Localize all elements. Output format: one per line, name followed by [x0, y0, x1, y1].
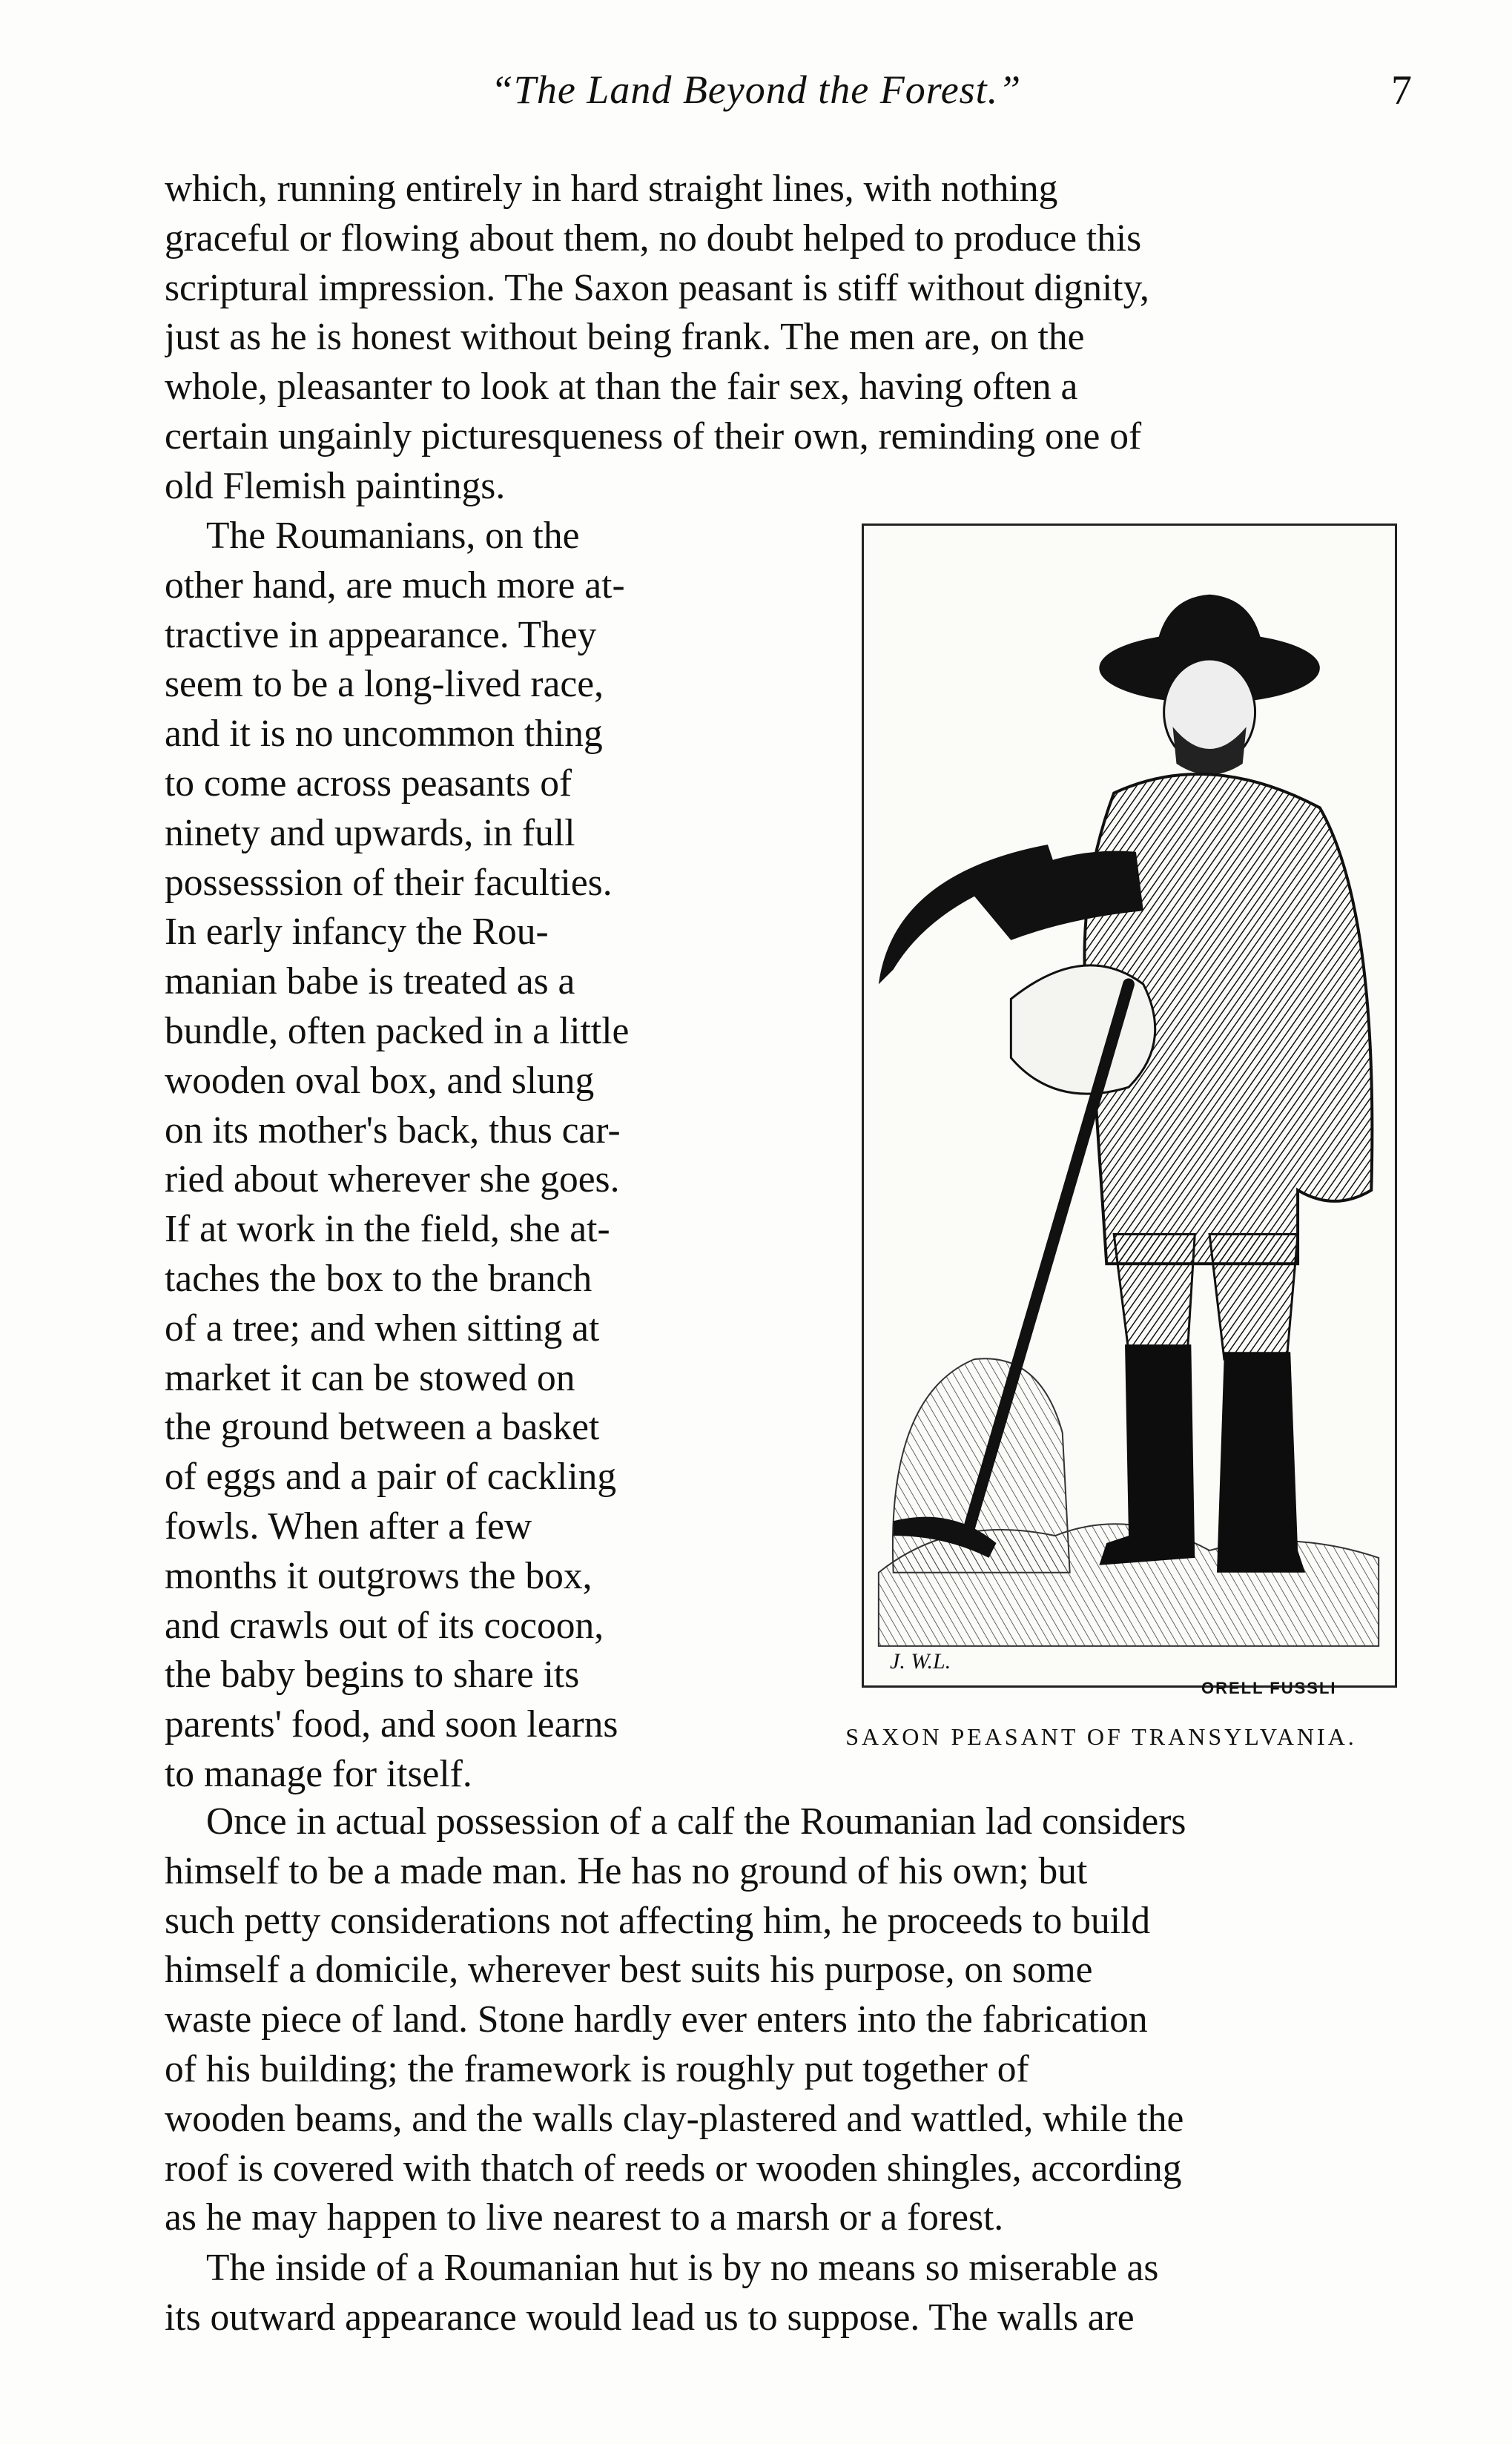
paragraph-2 — [165, 512, 728, 1800]
text-line: ried about wherever she goes. — [165, 1158, 620, 1201]
text-line: parents' food, and soon learns — [165, 1703, 618, 1746]
text-line: and crawls out of its cocoon, — [165, 1604, 604, 1647]
text-line: roof is covered with thatch of reeds or wooden shingles, according — [165, 2147, 1182, 2190]
text-line: as he may happen to live nearest to a marsh or a forest. — [165, 2196, 1004, 2239]
text-line: whole, pleasanter to look at than the fair sex, having often a — [165, 366, 1078, 409]
text-line: seem to be a long-lived race, — [165, 663, 604, 706]
text-line: graceful or flowing about them, no doubt helped to produce this — [165, 217, 1142, 260]
text-line: wooden oval box, and slung — [165, 1059, 595, 1102]
text-line: old Flemish paintings. — [165, 464, 506, 507]
text-line: scriptural impression. The Saxon peasant is stiff without dignity, — [165, 266, 1149, 309]
paragraph-1 — [165, 165, 1403, 512]
text-line: himself a domicile, wherever best suits his purpose, on some — [165, 1949, 1093, 1992]
text-line: taches the box to the branch — [165, 1257, 592, 1300]
text-line: and it is no uncommon thing — [165, 713, 603, 756]
text-line: The Roumanians, on the — [206, 515, 580, 557]
page-number: 7 — [1391, 67, 1412, 113]
text-line: the baby begins to share its — [165, 1654, 580, 1697]
text-line: to come across peasants of — [165, 762, 572, 805]
text-line: possesssion of their faculties. — [165, 861, 613, 904]
text-line: of eggs and a pair of cackling — [165, 1456, 617, 1499]
text-line: If at work in the field, she at- — [165, 1208, 610, 1251]
paragraph-3 — [165, 1797, 1403, 2243]
engraver-credit: J. W.L. — [890, 1649, 951, 1674]
engraving-illustration — [864, 526, 1395, 1685]
text-line: tractive in appearance. They — [165, 613, 597, 656]
text-line: The inside of a Roumanian hut is by no means so miserable as — [206, 2247, 1159, 2289]
text-line: just as he is honest without being frank. The men are, on the — [165, 316, 1085, 359]
text-line: ninety and upwards, in full — [165, 811, 575, 854]
text-line: months it outgrows the box, — [165, 1554, 592, 1597]
text-line: waste piece of land. Stone hardly ever enters into the fabrication — [165, 1998, 1148, 2041]
text-line: of his building; the framework is roughly put together of — [165, 2047, 1029, 2090]
figure-caption: SAXON PEASANT OF TRANSYLVANIA. — [845, 1723, 1357, 1750]
running-title: “The Land Beyond the Forest.” — [490, 67, 1022, 112]
text-line: manian babe is treated as a — [165, 960, 575, 1003]
text-line: In early infancy the Rou- — [165, 911, 549, 954]
text-line: of a tree; and when sitting at — [165, 1307, 600, 1350]
text-line: other hand, are much more at- — [165, 564, 625, 607]
text-line: on its mother's back, thus car- — [165, 1109, 621, 1152]
text-line: market it can be stowed on — [165, 1356, 575, 1399]
text-line: certain ungainly picturesqueness of their own, reminding one of — [165, 415, 1142, 458]
text-line: Once in actual possession of a calf the Roumanian lad considers — [206, 1800, 1186, 1843]
text-line: himself to be a made man. He has no ground of his own; but — [165, 1849, 1088, 1892]
text-line: fowls. When after a few — [165, 1505, 532, 1548]
text-line: wooden beams, and the walls clay-plastered and wattled, while the — [165, 2097, 1184, 2140]
printer-credit: ORELL FUSSLI — [1201, 1679, 1337, 1697]
text-line: which, running entirely in hard straight lines, with nothing — [165, 168, 1058, 210]
text-line: bundle, often packed in a little — [165, 1009, 630, 1052]
text-line: to manage for itself. — [165, 1752, 472, 1795]
text-line: its outward appearance would lead us to suppose. The walls are — [165, 2296, 1135, 2339]
text-line: such petty considerations not affecting him, he proceeds to build — [165, 1899, 1151, 1942]
page-header — [0, 67, 1512, 133]
text-line: the ground between a basket — [165, 1406, 600, 1449]
paragraph-4 — [165, 2244, 1403, 2343]
illustration-saxon-peasant — [862, 524, 1397, 1688]
